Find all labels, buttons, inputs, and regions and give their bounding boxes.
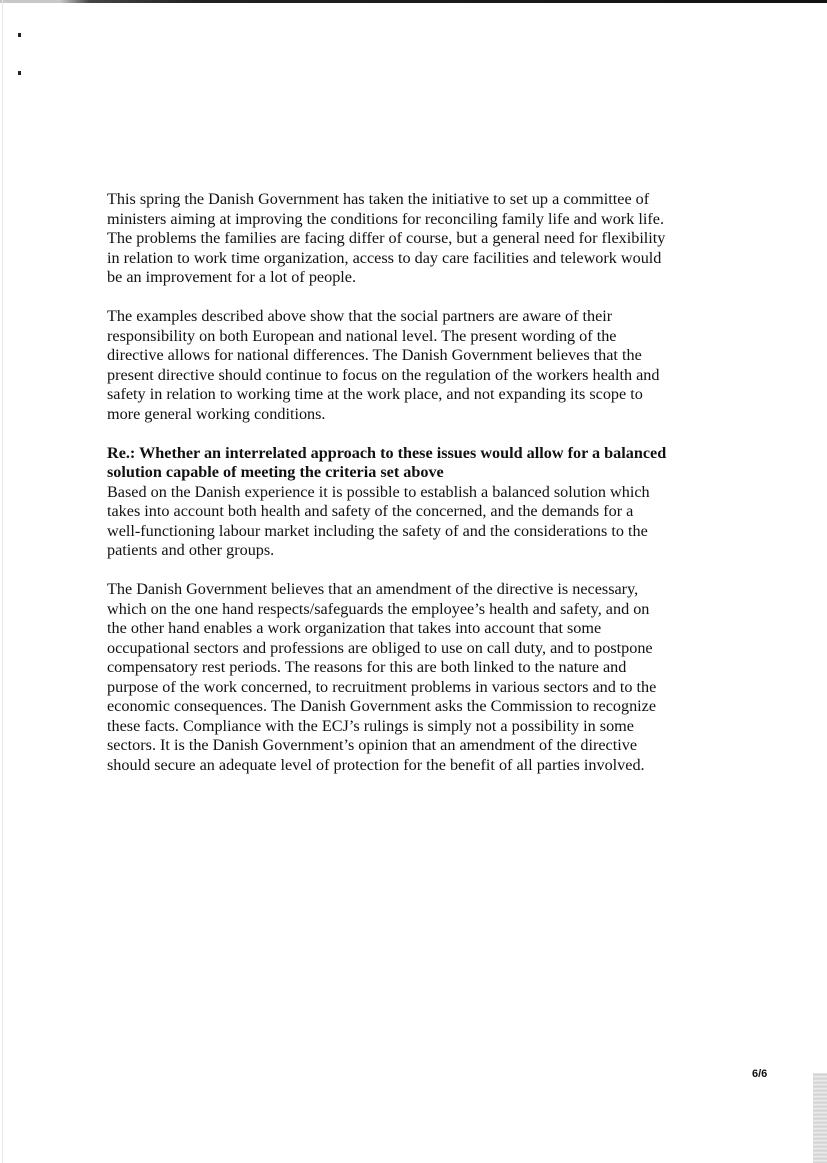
paragraph-danish-experience: Based on the Danish experience it is possible to establish a balanced solution which takes into account both health and safety of the concerned, and the demands for a well-functioning labour market including the safety of and the considerations to the patients and other groups. [107, 482, 650, 559]
paragraph-amendment: The Danish Government believes that an amendment of the directive is necessary, which on the one hand respects/safeguards the employee’s health and safety, and on the other hand enables a work organization that takes into account that some occupational sectors and professions are obliged to use on call duty, and to postpone compensatory rest periods. The reasons for this are both linked to the nature and purpose of the work concerned, to recruitment problems in various sectors and to the economic consequences. The Danish Government asks the Commission to recognize these facts. Compliance with the ECJ’s rulings is simply not a possibility in some sectors. It is the Danish Government’s opinion that an amendment of the directive should secure an adequate level of protection for the benefit of all parties involved. [107, 580, 657, 774]
page-number: 6/6 [752, 1068, 768, 1080]
paragraph-family-life: This spring the Danish Government has taken the initiative to set up a committee of ministers aiming at improving the conditions for reconciling family life and work life. The problems the families are facing differ of course, but a general need for flexibility in relation to work time organization, access to day care facilities and telework would be an improvement for a lot of people. [107, 190, 666, 286]
scan-corner-noise [813, 1073, 827, 1163]
scan-left-edge [2, 0, 3, 1163]
section-heading: Re.: Whether an interrelated approach to these issues would allow for a balanced solution capable of meeting the criteria set above [107, 443, 667, 481]
scan-top-edge [0, 0, 827, 3]
paragraph-social-partners: The examples described above show that the social partners are aware of their responsibility on both European and national level. The present wording of the directive allows for national differences. The Danish Government believes that the present directive should continue to focus on the regulation of the workers health and safety in relation to working time at the work place, and not expanding its scope to more general working conditions. [107, 307, 660, 423]
scan-speck [18, 71, 21, 75]
document-body [107, 190, 667, 795]
scan-speck [18, 33, 21, 37]
